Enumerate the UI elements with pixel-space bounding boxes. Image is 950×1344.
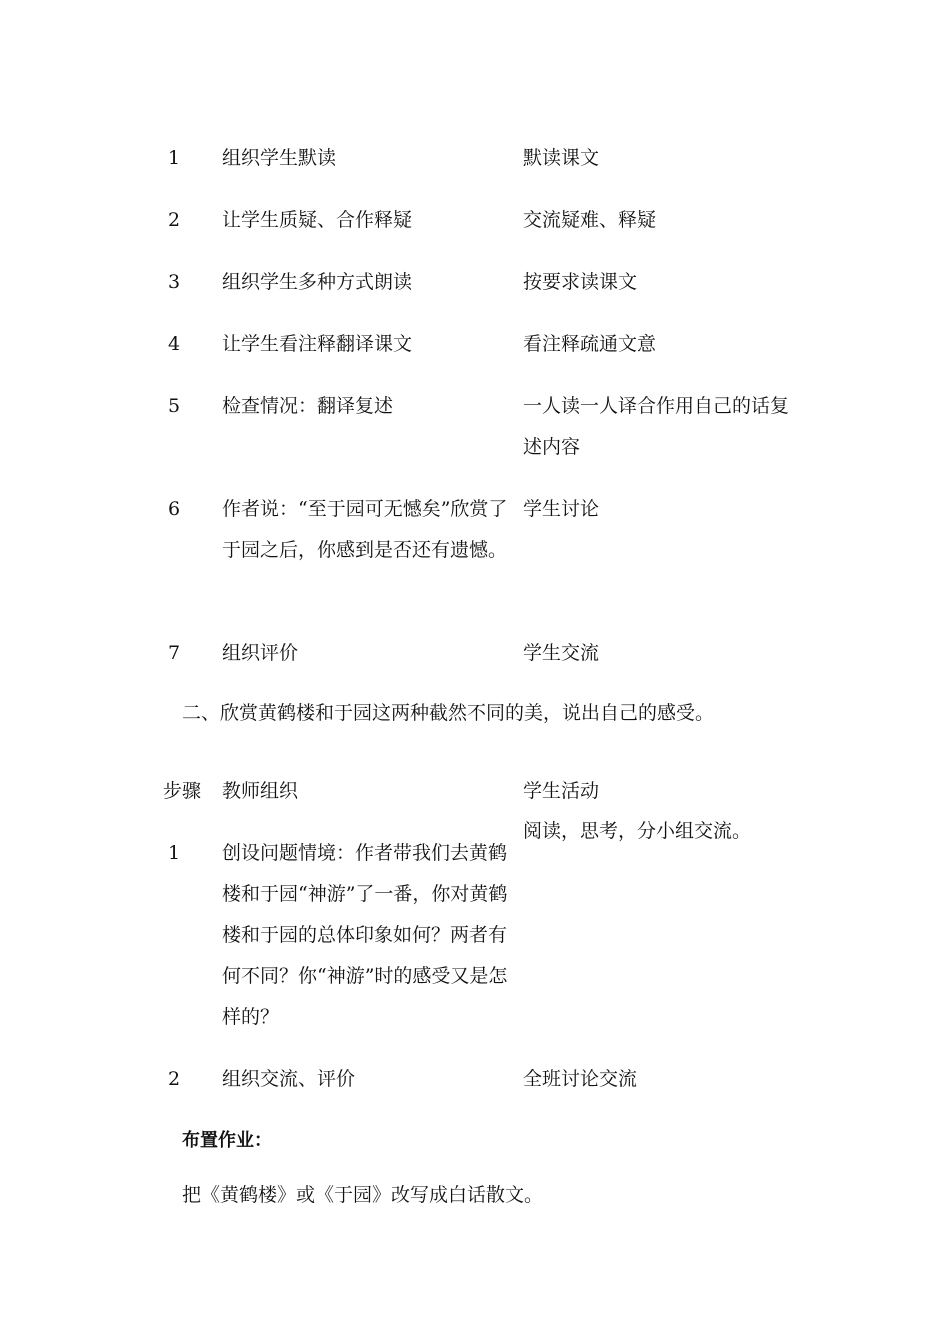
- teacher-activity: 让学生质疑、合作释疑: [222, 209, 413, 231]
- teacher-activity: 检查情况：翻译复述: [222, 395, 394, 417]
- teacher-activity: 让学生看注释翻译课文: [222, 333, 413, 355]
- step-number: 1: [168, 147, 181, 169]
- step-number: 6: [168, 498, 181, 520]
- section-heading: 二、欣赏黄鹤楼和于园这两种截然不同的美，说出自己的感受。: [182, 702, 715, 724]
- teacher-activity: 组织学生默读: [222, 147, 337, 169]
- teacher-activity: 创设问题情境：作者带我们去黄鹤楼和于园“神游”了一番，你对黄鹤楼和于园的总体印象如何？两者有何不同？你“神游”时的感受又是怎样的？: [222, 842, 508, 1028]
- student-activity: 一人读一人译合作用自己的话复述内容: [523, 395, 790, 458]
- homework-text: 把《黄鹤楼》或《于园》改写成白话散文。: [182, 1184, 544, 1206]
- step-number: 1: [168, 842, 181, 864]
- teacher-activity: 组织交流、评价: [222, 1068, 356, 1090]
- step-number: 4: [168, 333, 181, 355]
- teacher-activity: 组织评价: [222, 642, 299, 664]
- student-activity: 全班讨论交流: [523, 1068, 638, 1090]
- column-header-step: 步骤: [163, 780, 202, 802]
- student-activity: 默读课文: [523, 147, 600, 169]
- step-number: 2: [168, 1068, 181, 1090]
- student-activity: 学生交流: [523, 642, 600, 664]
- step-number: 3: [168, 271, 181, 293]
- student-activity: 交流疑难、释疑: [523, 209, 657, 231]
- step-number: 5: [168, 395, 181, 417]
- column-header-student: 学生活动: [523, 780, 600, 802]
- student-activity: 按要求读课文: [523, 271, 638, 293]
- teacher-activity: 作者说：“至于园可无憾矣”欣赏了于园之后，你感到是否还有遗憾。: [222, 498, 508, 561]
- step-number: 2: [168, 209, 181, 231]
- student-activity: 看注释疏通文意: [523, 333, 657, 355]
- column-header-teacher: 教师组织: [222, 780, 299, 802]
- student-activity: 阅读，思考，分小组交流。: [523, 820, 752, 842]
- homework-title: 布置作业：: [182, 1130, 272, 1151]
- student-activity: 学生讨论: [523, 498, 600, 520]
- teacher-activity: 组织学生多种方式朗读: [222, 271, 413, 293]
- step-number: 7: [168, 642, 181, 664]
